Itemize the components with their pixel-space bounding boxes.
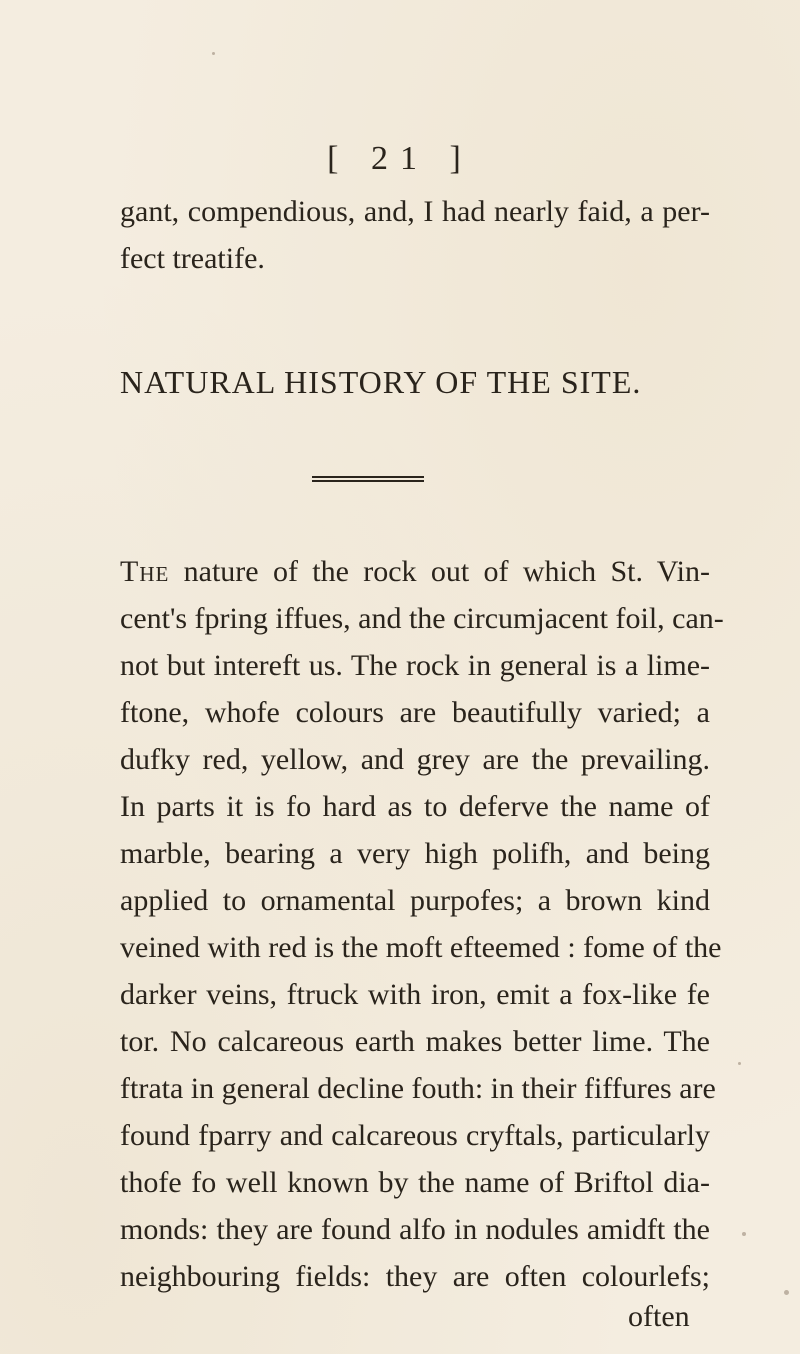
opening-word: The (120, 555, 170, 588)
text-line: tor. No calcareous earth makes better lime. The (120, 1025, 710, 1058)
text-line: fect treatife. (120, 242, 265, 275)
text-line: In parts it is fo hard as to deferve the name of (120, 790, 710, 823)
text-line: monds: they are found alfo in nodules amidft the (120, 1213, 710, 1246)
text-line: applied to ornamental purpofes; a brown kind (120, 884, 710, 917)
text-line: ftrata in general decline fouth: in their fiffures are (120, 1072, 716, 1105)
text-line: veined with red is the moft efteemed : fome of the (120, 931, 722, 964)
paper-speck (784, 1290, 789, 1295)
body-paragraph (120, 548, 724, 1300)
ornamental-rule (312, 476, 424, 484)
text-line: not but intereft us. The rock in general is a lime- (120, 649, 710, 682)
paper-speck (212, 52, 215, 55)
text-line: darker veins, ftruck with iron, emit a fox-like fe (120, 978, 710, 1011)
text-line: ftone, whofe colours are beautifully varied; a (120, 696, 710, 729)
paper-speck (738, 1062, 741, 1065)
text-line: neighbouring fields: they are often colourlefs; (120, 1260, 710, 1293)
section-heading: NATURAL HISTORY OF THE SITE. (120, 364, 642, 400)
text-line: marble, bearing a very high polifh, and being (120, 837, 710, 870)
text-line: thofe fo well known by the name of Briftol dia- (120, 1166, 710, 1199)
first-line-rest: nature of the rock out of which St. Vin- (169, 555, 710, 588)
text-line-first (120, 548, 710, 595)
text-line: dufky red, yellow, and grey are the prevailing. (120, 743, 710, 776)
catchword: often (628, 1300, 690, 1333)
page-number: [ 21 ] (327, 140, 473, 177)
paper-speck (742, 1232, 746, 1236)
text-line: found fparry and calcareous cryftals, particularly (120, 1119, 710, 1152)
text-line: gant, compendious, and, I had nearly faid, a per- (120, 195, 710, 228)
continued-text (120, 188, 710, 282)
text-line: cent's fpring iffues, and the circumjacent foil, can- (120, 602, 724, 635)
